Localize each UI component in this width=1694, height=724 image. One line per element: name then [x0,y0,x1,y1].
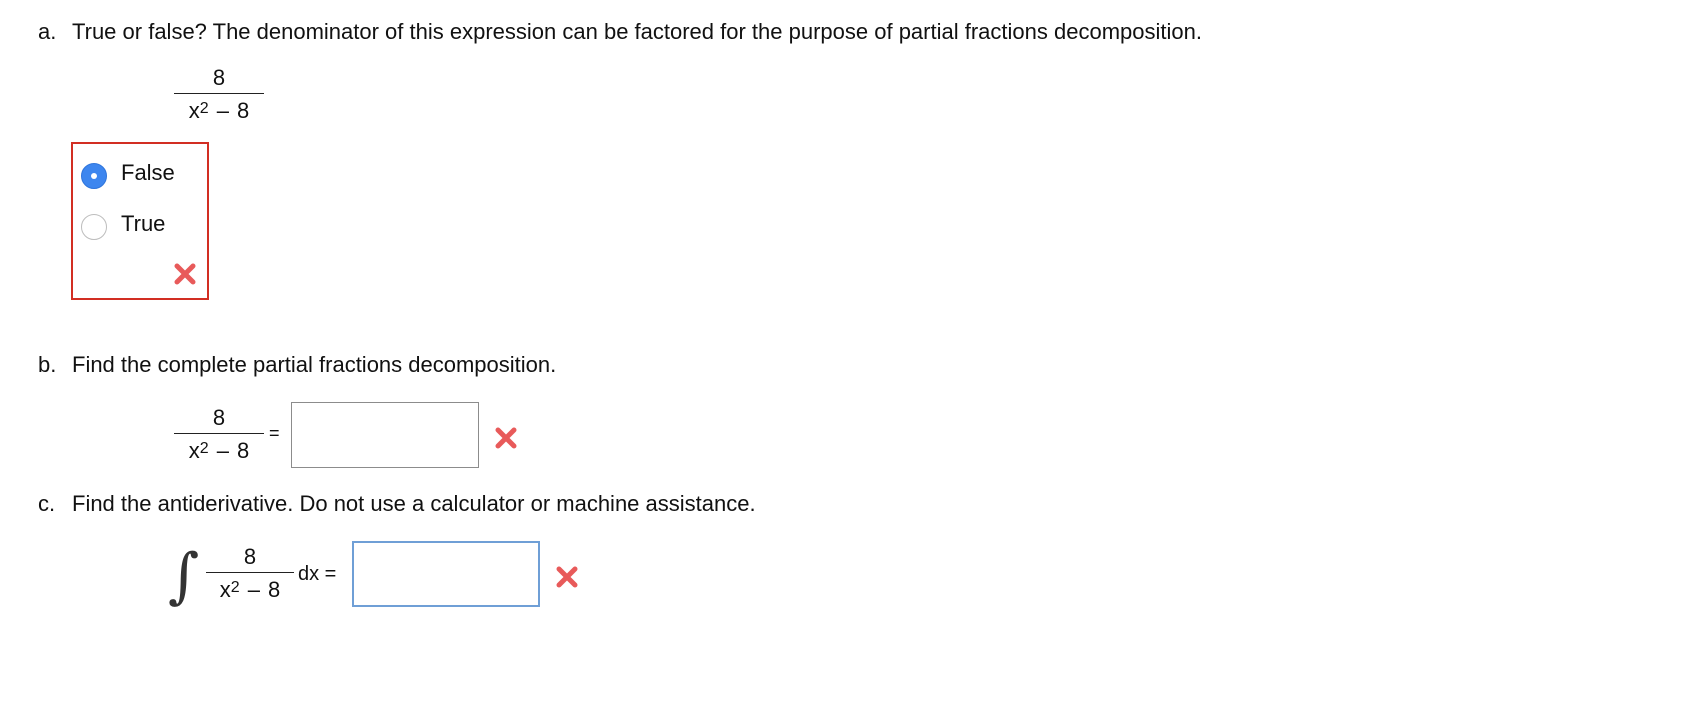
incorrect-c-close-icon [555,565,579,589]
fraction-b [174,405,264,464]
fraction-a-bar [174,93,264,94]
radio-false-label[interactable]: False [121,160,175,185]
incorrect-b-close-icon [494,426,518,450]
antiderivative-input[interactable] [352,541,540,607]
question-a [38,19,1202,45]
fraction-c-numerator: 8 [243,544,257,569]
integral-sign: ∫ [168,541,200,611]
question-a-text: True or false? The denominator of this expression can be factored for the purpose of partial fractions decomposition. [72,19,1202,44]
fraction-b-bar [174,433,264,434]
question-a-letter: a. [38,19,57,44]
fraction-c [206,544,294,603]
fraction-c-denominator: $x^2 - 8$ [219,577,281,602]
dx-equals: dx = [298,563,337,585]
question-c [38,491,756,517]
radio-true[interactable] [81,214,107,240]
fraction-c-bar [206,572,294,573]
question-c-letter: c. [38,491,56,516]
fraction-a-numerator: 8 [212,65,226,90]
incorrect-a-close-icon [173,262,197,286]
radio-false[interactable] [81,163,107,189]
fraction-b-numerator: 8 [212,405,226,430]
question-b-letter: b. [38,352,57,377]
question-c-text: Find the antiderivative. Do not use a calculator or machine assistance. [72,491,756,516]
radio-true-label[interactable]: True [121,211,166,236]
fraction-b-denominator: $x^2 - 8$ [188,438,250,463]
question-b [38,352,556,378]
decomposition-input[interactable] [291,402,479,468]
question-b-text: Find the complete partial fractions decomposition. [72,352,557,377]
equals-sign-b: = [269,423,280,443]
fraction-a-denominator: $x^2 - 8$ [188,98,250,123]
fraction-a [174,65,264,124]
